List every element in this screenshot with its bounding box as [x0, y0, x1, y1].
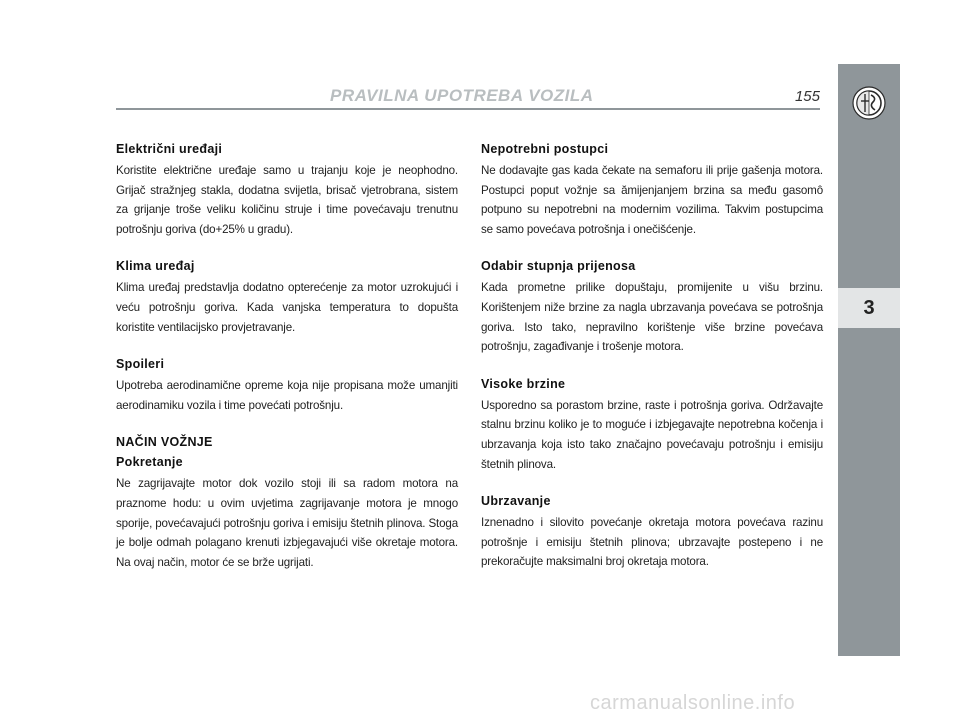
section-air-conditioning [116, 259, 458, 337]
section-text: Iznenadno i silovito povećanje okretaja motora povećava razinu potrošnje i emisiju štetnih plinova; ubrzavajte postepeno i ne prekoračujte maksimalni broj okretaja motora. [481, 516, 823, 569]
chapter-heading: NAČIN VOŽNJE [116, 435, 213, 450]
section-gear-selection [481, 259, 823, 356]
section-heading: Odabir stupnja prijenosa [481, 259, 636, 274]
section-electrical [116, 142, 458, 239]
alfa-romeo-logo-icon [852, 86, 886, 120]
section-text: Usporedno sa porastom brzine, raste i potrošnja goriva. Održavajte stalnu brzinu koliko je to moguće i izbjegavajte nepotrebna kočenja i ubrzavanja koja isto tako značajno povećavaju potrošnju i emisiju štetnih plinova. [481, 398, 823, 471]
section-text: Kada prometne prilike dopuštaju, promijenite u višu brzinu. Korištenjem niže brzine za nagla ubrzavanja povećava se potrošnja goriva. Isto tako, nepravilno korištenje više brzine povećava potrošnju, zagađivanje i trošenje motora. [481, 281, 823, 354]
section-spoilers [116, 357, 458, 415]
section-text: Koristite električne uređaje samo u trajanju koje je neophodno. Grijač stražnjeg stakla, dodatna svijetla, brisač vjetrobrana, sistem za grijanje troše veliku količinu struje i time povećavaju trenutnu potrošnju goriva (do+25% u gradu). [116, 164, 458, 236]
left-column [116, 142, 458, 572]
section-heading: Nepotrebni postupci [481, 142, 609, 156]
section-heading: Pokretanje [116, 455, 183, 470]
page-number: 155 [794, 88, 820, 105]
chapter-indicator [838, 288, 900, 328]
chapter-number: 3 [863, 296, 875, 319]
section-heading: Ubrzavanje [481, 494, 551, 509]
watermark-text: carmanualsonline.info [590, 692, 796, 714]
section-heading: Električni uređaji [116, 142, 223, 156]
section-unnecessary-actions [481, 142, 823, 239]
section-text: Ne zagrijavajte motor dok vozilo stoji ili sa radom motora na praznome hodu: u ovim uvjetima zagrijavanje motora je mnogo sporije, povećavajući potrošnju goriva i emisiju štetnih plinova. Stoga je bolje odmah polagano krenuti izbjegavajući više okretaje motora. Na ovaj način, motor će se brže ugrijati. [116, 477, 458, 569]
section-starting [116, 455, 458, 572]
section-heading: Visoke brzine [481, 376, 566, 391]
section-heading: Spoileri [116, 357, 165, 372]
header-divider [116, 108, 820, 110]
right-column [481, 142, 823, 592]
chapter-side-tab [838, 64, 900, 656]
section-text: Klima uređaj predstavlja dodatno opterećenje za motor uzrokujući i veću potrošnju goriva. Kada vanjska temperatura to dopušta koristite ventilacijsko provjetravanje. [116, 281, 458, 334]
section-heading: Klima uređaj [116, 259, 195, 274]
section-acceleration [481, 494, 823, 572]
page-header-title: PRAVILNA UPOTREBA VOZILA [330, 86, 594, 105]
section-text: Upotreba aerodinamične opreme koja nije propisana može umanjiti aerodinamiku vozila i time povećati potrošnju. [116, 379, 458, 412]
section-text: Ne dodavajte gas kada čekate na semaforu ili prije gašenja motora. Postupci poput vožnje sa ămijenjanjem brzina sa među gasomô potpuno su nepotrebni na modernim vozilima. Takvim postupcima se samo povećava potrošnja i onečišćenje. [481, 164, 823, 236]
section-high-speeds [481, 377, 823, 474]
